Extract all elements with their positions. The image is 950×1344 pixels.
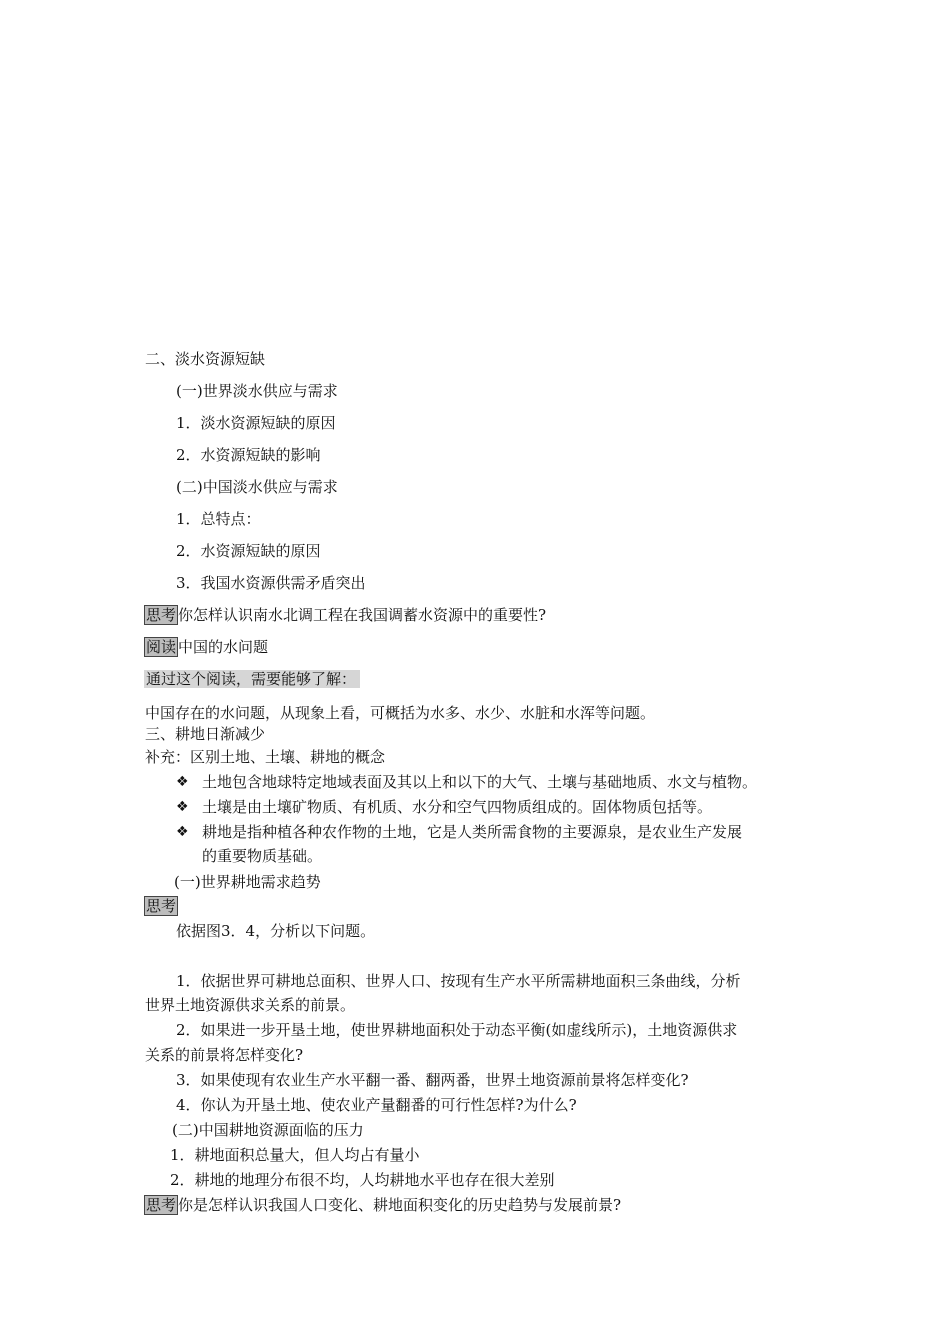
bullet-item: ❖ 耕地是指种植各种农作物的土地，它是人类所需食物的主要源泉，是农业生产发展 <box>176 823 743 841</box>
question-line: 1．依据世界可耕地总面积、世界人口、按现有生产水平所需耕地面积三条曲线，分析 <box>176 972 741 990</box>
subheading-china-farmland: (二)中国耕地资源面临的压力 <box>172 1121 364 1139</box>
list-item: 2．水资源短缺的影响 <box>176 446 321 464</box>
diamond-bullet-icon: ❖ <box>176 799 189 815</box>
list-item: 3．我国水资源供需矛盾突出 <box>176 574 366 592</box>
question-line: 4．你认为开垦土地、使农业产量翻番的可行性怎样?为什么? <box>176 1096 577 1114</box>
read-tag: 阅读 <box>146 638 177 656</box>
supplement-line: 补充：区别土地、土壤、耕地的概念 <box>145 748 386 766</box>
section-heading-freshwater: 二、淡水资源短缺 <box>145 350 266 368</box>
reading-summary: 中国存在的水问题，从现象上看，可概括为水多、水少、水脏和水浑等问题。 <box>145 704 656 722</box>
list-item: 1．耕地面积总量大，但人均占有量小 <box>170 1146 420 1164</box>
think-text: 你是怎样认识我国人口变化、耕地面积变化的历史趋势与发展前景? <box>178 1196 622 1214</box>
subheading-china-freshwater: (二)中国淡水供应与需求 <box>176 478 338 496</box>
list-item: 2．水资源短缺的原因 <box>176 542 321 560</box>
think-intro: 依据图3．4，分析以下问题。 <box>176 922 376 940</box>
bullet-item: ❖ 土壤是由土壤矿物质、有机质、水分和空气四物质组成的。固体物质包括等。 <box>176 798 713 816</box>
question-line: 2．如果进一步开垦土地，使世界耕地面积处于动态平衡(如虚线所示)，土地资源供求 <box>176 1021 738 1039</box>
think-question <box>144 605 546 625</box>
bullet-continuation: 的重要物质基础。 <box>202 847 323 865</box>
reading-title <box>144 637 268 657</box>
think-question <box>144 1195 621 1215</box>
bullet-item: ❖ 土地包含地球特定地域表面及其以上和以下的大气、土壤与基础地质、水文与植物。 <box>176 773 758 791</box>
think-block <box>144 896 178 916</box>
list-item: 1．淡水资源短缺的原因 <box>176 414 336 432</box>
question-line: 3．如果使现有农业生产水平翻一番、翻两番，世界土地资源前景将怎样变化? <box>176 1071 689 1089</box>
section-heading-farmland: 三、耕地日渐减少 <box>145 725 266 743</box>
subheading-world-farmland: (一)世界耕地需求趋势 <box>174 873 321 891</box>
reading-note-text: 通过这个阅读，需要能够了解： <box>144 670 360 688</box>
question-line: 关系的前景将怎样变化? <box>145 1046 304 1064</box>
list-item: 1．总特点： <box>176 510 261 528</box>
think-tag: 思考 <box>146 606 177 624</box>
diamond-bullet-icon: ❖ <box>176 824 189 840</box>
think-text: 你怎样认识南水北调工程在我国调蓄水资源中的重要性? <box>178 606 547 624</box>
think-tag: 思考 <box>146 897 177 915</box>
question-line: 世界土地资源供求关系的前景。 <box>145 996 356 1014</box>
diamond-bullet-icon: ❖ <box>176 774 189 790</box>
reading-note <box>144 669 360 689</box>
think-tag: 思考 <box>146 1196 177 1214</box>
subheading-world-freshwater: (一)世界淡水供应与需求 <box>176 382 338 400</box>
list-item: 2．耕地的地理分布很不均，人均耕地水平也存在很大差别 <box>170 1171 555 1189</box>
read-text: 中国的水问题 <box>178 638 269 656</box>
